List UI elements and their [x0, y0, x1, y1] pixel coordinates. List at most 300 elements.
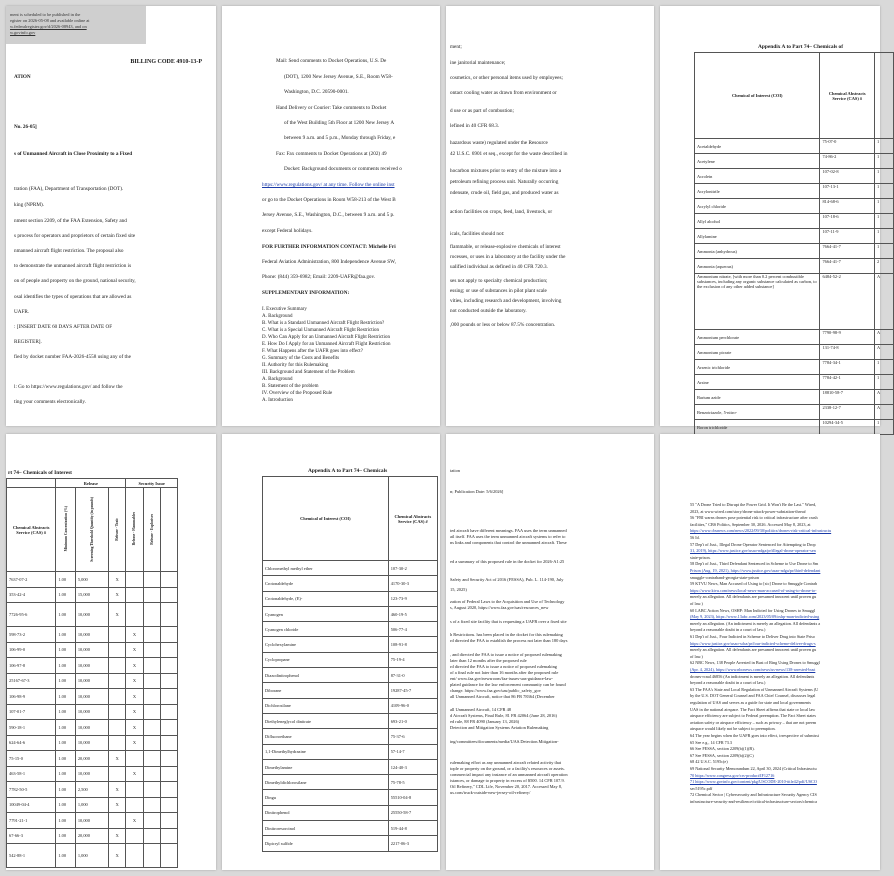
toxic-cell — [109, 642, 126, 658]
cas-number-cell: 106-99-0 — [7, 642, 56, 658]
min-concentration-cell: 1.00 — [56, 658, 76, 674]
cas-number-cell: 25167-67-3 — [7, 673, 56, 689]
security-group-header: Security Issue — [126, 479, 178, 488]
explosive-cell — [143, 572, 160, 588]
empty-cell — [160, 587, 177, 603]
chemical-name-cell: Diazodinitrophenol — [263, 668, 389, 683]
notice-link[interactable]: w.govinfo.gov — [10, 30, 36, 35]
toc-item: G. Summary of the Costs and Benefits — [262, 356, 340, 361]
footnote-line: d Aircraft Systems, Final Rule, 81 FR 42064 (June 28, 2016) — [450, 713, 557, 718]
column-header: Screening Threshold Quantity (in pounds) — [89, 496, 94, 562]
explosive-cell — [143, 751, 160, 767]
flammable-cell: X — [126, 658, 143, 674]
cas-number-cell: 67-66-3 — [7, 828, 56, 844]
value-cell: A — [874, 390, 893, 405]
threshold-cell: 10,000 — [75, 720, 108, 736]
min-concentration-cell: 1.00 — [56, 704, 76, 720]
body-line: or go to the Docket Operations in Room W58-213 of the West B — [262, 197, 396, 203]
value-cell: 1 — [874, 229, 893, 244]
body-line: osal identifies the types of operations that are allowed as — [14, 294, 132, 300]
body-line: Phone: (844) 359-6982; Email: 2209-UAFR@faa.gov. — [262, 274, 376, 280]
table-row — [7, 766, 178, 782]
cas-number-cell: 7726-95-6 — [7, 603, 56, 627]
toc-item: A. Background — [262, 377, 293, 382]
table-row — [695, 259, 894, 274]
body-line: ine janitorial maintenance; — [450, 60, 506, 66]
appendix-title: Appendix A to Part 74– Chemicals of — [758, 44, 844, 50]
body-line: icals, facilities should not: — [450, 231, 505, 237]
appendix-title: Appendix A to Part 74– Chemicals — [308, 468, 388, 474]
column-header — [7, 479, 56, 488]
footnote-line: 56 Id. — [690, 535, 700, 540]
cas-number-cell: 74-86-2 — [820, 154, 875, 169]
empty-cell — [160, 572, 177, 588]
footnote-line: 64 The year begins when the UAFR goes into effect, irrespective of submissi — [690, 733, 820, 738]
table-row — [695, 229, 894, 244]
footnote-line: by the U.S. DOT General Counsel and FAA Chief Counsel, discusses legal — [690, 693, 816, 699]
chemical-name-cell: Difluoroethane — [263, 729, 389, 744]
toxic-cell: X — [109, 587, 126, 603]
table-row — [695, 330, 894, 345]
cas-number-cell: 7784-34-1 — [820, 360, 875, 375]
value-cell: 1 — [874, 420, 893, 435]
contact-heading: FOR FURTHER INFORMATION CONTACT: Michelle Fri — [262, 244, 396, 250]
table-row — [263, 622, 438, 637]
supplementary-heading: SUPPLEMENTARY INFORMATION: — [262, 290, 350, 296]
table-row — [695, 405, 894, 420]
cas-number-cell: 7664-41-7 — [820, 244, 875, 259]
threshold-cell: 15,000 — [75, 587, 108, 603]
table-row — [263, 668, 438, 683]
footnote-line: merely an allegation. (An indictment is merely an allegation. All defendants a — [690, 620, 821, 626]
footnote-line: merely an allegation. All defendants are presumed innocent until proven gu — [690, 647, 817, 653]
footnote-line: s of a fixed site facility that is requesting a UAFR over a fixed site — [450, 619, 567, 624]
threshold-cell: 10,000 — [75, 735, 108, 751]
footnote-line: Prison (Aug. 19, 2021), https://www.justice.gov/usao-ndga/pr/third-defendant — [690, 568, 821, 573]
toxic-cell: X — [109, 782, 126, 798]
chemical-name-cell: Crotonaldehyde, (E)- — [263, 591, 389, 606]
toc-item: IV. Overview of the Proposed Rule — [262, 391, 333, 396]
footnote-line: ing/committees/documents/media/UAS.Detection.Mitigation- — [450, 739, 559, 744]
table-row — [263, 683, 438, 698]
footnote-line: state-prison. — [690, 554, 711, 560]
footnote-line: ed a summary of this proposed rule in the docket for 2026-A1:25 — [450, 559, 565, 564]
footnote-line: all Unmanned Aircraft, notice that 86 FR 78364 (December — [450, 694, 555, 699]
toxic-cell: X — [109, 844, 126, 868]
explosive-cell — [143, 658, 160, 674]
min-concentration-cell: 1.00 — [56, 844, 76, 868]
table-row — [7, 828, 178, 844]
toc-item: B. What is a Standard Unmanned Aircraft Flight Restriction? — [262, 321, 385, 326]
value-cell: 1 — [874, 169, 893, 184]
column-header: Chemical of Interest (COI) — [263, 477, 389, 561]
toc-item: III. Background and Statement of the Problem — [262, 370, 355, 375]
footnote-line: ed rule, 88 FR 4090 (January 13, 2026) — [450, 719, 520, 724]
footnote-line: ns links and components that control the unmanned aircraft. These — [450, 540, 567, 545]
cas-number-cell: 598-73-2 — [7, 627, 56, 643]
footnote-line: 56 "FBI warns drones pose potential risk to critical infrastructure after crash — [690, 515, 818, 521]
body-line: except Federal holidays. — [262, 228, 313, 234]
table-row — [263, 805, 438, 820]
toxic-cell — [109, 720, 126, 736]
footnote-line: infrastructure-security-and-resilience/critical-infrastructure-sectors/chemica — [690, 799, 817, 804]
footnote-line: change. https://www.faa.gov/uas/public_safety_gov — [450, 688, 541, 693]
footnote-line: beyond a reasonable doubt in a court of law.) — [690, 627, 766, 633]
chemical-name-cell: Dipicryl sulfide — [263, 836, 389, 851]
column-header: Minimum Concentration (%) — [63, 506, 68, 552]
table-row — [7, 572, 178, 588]
body-line: tration (FAA), Department of Transportation (DOT). — [14, 186, 124, 192]
chemical-name-cell: Dingu — [263, 790, 389, 805]
notice-line: egister on 2026-05-08 and available online at — [10, 18, 90, 23]
value-cell: 1 — [874, 154, 893, 169]
body-line: lefined in 40 CFR 68.3. — [450, 123, 499, 129]
notice-link[interactable]: w.federalregister.gov/d/2026-08943, and on — [10, 24, 87, 29]
cas-number-cell: 106-97-8 — [7, 658, 56, 674]
body-line: essing; or use of substances in pilot plant scale — [450, 288, 547, 294]
threshold-cell: 10,000 — [75, 673, 108, 689]
flammable-cell — [126, 572, 143, 588]
table-row — [7, 782, 178, 798]
footnote-line: tople or property on the ground, or a facility's resources or assets. — [450, 766, 565, 771]
explosive-cell — [143, 689, 160, 705]
cas-number-cell: 7637-07-2 — [7, 572, 56, 588]
column-header: Chemical of Interest (COI) — [695, 53, 820, 139]
cas-number-cell: 10294-34-5 — [820, 420, 875, 435]
table-row — [263, 637, 438, 652]
chemicals-table — [262, 476, 438, 852]
table-row — [263, 713, 438, 728]
table-row — [7, 603, 178, 627]
toc-item: A. Background — [262, 314, 293, 319]
table-row — [263, 576, 438, 591]
footnote-line: 2023, at www.wired.com/story/drone-attack-power-substation-threat/ — [690, 508, 807, 514]
empty-cell — [160, 797, 177, 813]
min-concentration-cell: 1.00 — [56, 751, 76, 767]
threshold-cell: 10,000 — [75, 603, 108, 627]
cas-number-cell: 7790-98-9 — [820, 330, 875, 345]
table-row — [695, 199, 894, 214]
toxic-cell — [109, 689, 126, 705]
body-line: ment; — [450, 44, 462, 50]
docket-number: No. 26-05] — [14, 124, 37, 130]
footnote-line: merely an allegation. All defendants are presumed innocent until proven gu — [690, 594, 817, 600]
footnote-line: n; Publication Date: 5/6/2026] — [450, 489, 504, 494]
body-line: 42 U.S.C. 6901 et seq., except for the waste described in — [450, 151, 568, 157]
body-line: of the West Building 5th Floor at 1200 New Jersey A — [284, 120, 395, 126]
flammable-cell — [126, 828, 143, 844]
value-cell: 1 — [874, 244, 893, 259]
toxic-cell — [109, 704, 126, 720]
footnote-line: 58 Dep't of Just., Third Defendant Sentenced in Scheme to Use Drone to Sm — [690, 561, 819, 567]
value-cell: 1 — [874, 375, 893, 390]
footnote-line: rd directed the FAA to establish the process not later than 180 days — [450, 638, 568, 643]
body-line: king (NPRM). — [14, 202, 44, 208]
table-row — [695, 214, 894, 229]
footnote-line: commercial impact any instance of an unmanned aircraft operation — [450, 772, 568, 777]
footnote-line: 15, 2025) — [450, 587, 467, 592]
chemical-name-cell: Ammonium nitrate, [with more than 0.2 percent combustible substances, including any organic substance calculated as carbon, to the exclusion of any other added substance] — [695, 274, 820, 330]
chemical-name-cell: Benzotriazole, 5-nitro- — [695, 405, 820, 420]
min-concentration-cell: 1.00 — [56, 587, 76, 603]
cas-number-cell: 107-11-9 — [820, 229, 875, 244]
footnote-line: ail itself. FAA uses the term unmanned aircraft systems to refer to — [450, 534, 566, 539]
chemical-name-cell: Barium azide — [695, 390, 820, 405]
footnote-line: all Unmanned Aircraft, 14 CFR 48 — [450, 707, 511, 712]
table-row — [7, 587, 178, 603]
footnote-line: airspace efficiency are subject to Federal preemption. The Fact Sheet states — [690, 713, 817, 719]
body-line: not conducted outside the laboratory. — [450, 308, 527, 314]
footnote-line: 70 https://www.congress.gov/crs-product/IF12716 — [690, 772, 775, 778]
footnote-line: UAS in the national airspace. The Fact Sheet affirms that state or local law — [690, 706, 816, 712]
footnote-line: drones-rcna146856 (An indictment is merely an allegation. All defendants — [690, 673, 815, 679]
column-header: Release - Explosives — [149, 513, 154, 545]
release-group-header: Release — [56, 479, 126, 488]
body-line: ,000 pounds or less or below 87.5% concentration. — [450, 322, 556, 328]
cas-number-cell: 75-19-4 — [388, 652, 437, 667]
cas-number-cell: 2217-06-3 — [388, 836, 437, 851]
flammable-cell: X — [126, 813, 143, 829]
cas-number-cell: 590-18-1 — [7, 720, 56, 736]
min-concentration-cell: 1.00 — [56, 603, 76, 627]
body-line: rocesses, or uses in a laboratory at the facility under the — [450, 254, 566, 260]
table-row — [263, 775, 438, 790]
cas-number-cell: 814-68-6 — [820, 199, 875, 214]
cas-number-cell: 107-01-7 — [7, 704, 56, 720]
table-row — [263, 744, 438, 759]
footnote-line: airspace would likely not be subject to preemption. — [690, 726, 776, 732]
chemical-name-cell: Allylamine — [695, 229, 820, 244]
footnote-line: 67 See FESSA, section 2209(b)(2)(C) — [690, 752, 754, 758]
footnote-line: 72 Chemical Sector | Cybersecurity and Infrastructure Security Agency CIS — [690, 792, 817, 798]
cas-number-cell: 107-18-6 — [820, 214, 875, 229]
footnote-line: ted aircraft have different meanings. FAA uses the term unmanned — [450, 528, 567, 533]
min-concentration-cell: 1.00 — [56, 642, 76, 658]
table-row — [695, 274, 894, 330]
body-line: ualified individual as defined in 40 CFR 720.3. — [450, 264, 548, 270]
footnote-line: 55 "A Drone Tried to Disrupt the Power Grid. It Won't Be the Last." Wired, — [690, 502, 817, 507]
table-row — [263, 698, 438, 713]
table-row — [7, 689, 178, 705]
cas-number-cell: 55510-04-8 — [388, 790, 437, 805]
table-row — [263, 836, 438, 851]
footnote-line: tation — [450, 468, 460, 473]
explosive-cell — [143, 797, 160, 813]
footnote-line: plated guidance for the law enforcement community can be found — [450, 682, 566, 687]
value-cell: 1 — [874, 199, 893, 214]
toc-item: D. Who Can Apply for an Unmanned Aircraft Flight Restriction — [262, 335, 390, 340]
explosive-cell — [143, 627, 160, 643]
empty-cell — [160, 673, 177, 689]
footnote-line: 68 42 U.S.C. 5195c(e) — [690, 759, 728, 765]
body-line: ontact cooling water as drawn from environment or — [450, 90, 557, 96]
footnote-line: , and directed the FAA to issue a notice of proposed rulemaking — [450, 652, 562, 657]
explosive-cell — [143, 673, 160, 689]
table-row — [695, 420, 894, 435]
footnote-line: 66 See FESSA, section 2209(b)(1)(B). — [690, 746, 755, 752]
empty-cell — [160, 735, 177, 751]
min-concentration-cell: 1.00 — [56, 673, 76, 689]
threshold-cell: 10,000 — [75, 766, 108, 782]
regulations-link[interactable]: https://www.regulations.gov/ at any time. Follow the online inst — [262, 182, 395, 188]
body-line: fied by docket number FAA-2026-4558 using any of the — [14, 354, 131, 360]
footnote-line: beyond a reasonable doubt in a court of law.) — [690, 680, 766, 686]
footnote-line: later than 12 months after the proposed rule — [450, 658, 527, 663]
chemical-name-cell: Acetaldehyde — [695, 139, 820, 154]
cas-number-cell: 107-02-8 — [820, 169, 875, 184]
threshold-cell: 10,000 — [75, 813, 108, 829]
toc-item: II. Authority for this Rulemaking — [262, 363, 329, 368]
cas-number-cell: 693-21-0 — [388, 713, 437, 728]
footnote-line: aviation safety or airspace efficiency – such as privacy – that are not preem — [690, 719, 817, 725]
table-row — [263, 591, 438, 606]
empty-cell — [160, 813, 177, 829]
toxic-cell: X — [109, 572, 126, 588]
column-header — [874, 53, 893, 139]
chemical-name-cell: Chloromethyl methyl ether — [263, 561, 389, 576]
cas-number-cell: 18810-58-7 — [820, 390, 875, 405]
explosive-cell — [143, 766, 160, 782]
column-header: Release - Toxic — [115, 517, 120, 541]
explosive-cell — [143, 704, 160, 720]
chemical-name-cell: Ammonia (aqueous) — [695, 259, 820, 274]
body-line: Washington, D.C. 20590-0001. — [284, 89, 349, 95]
table-row — [7, 735, 178, 751]
explosive-cell — [143, 587, 160, 603]
flammable-cell: X — [126, 642, 143, 658]
cas-number-cell: 10049-04-4 — [7, 797, 56, 813]
min-concentration-cell: 1.00 — [56, 797, 76, 813]
value-cell: A — [874, 330, 893, 345]
min-concentration-cell: 1.00 — [56, 766, 76, 782]
document-page-1 — [6, 6, 216, 426]
table-row — [7, 658, 178, 674]
flammable-cell: X — [126, 627, 143, 643]
cas-number-cell: 106-98-9 — [7, 689, 56, 705]
footnote-line: of a final rule not later than 16 months after the proposed rule — [450, 670, 559, 675]
footnote-line: 57 Dep't of Just., Illegal Drone Operator Sentenced for Attempting to Drop — [690, 541, 816, 547]
footnote-line: 63 The FAA's State and Local Regulation of Unmanned Aircraft Systems (U — [690, 686, 819, 692]
table-row — [263, 821, 438, 836]
flammable-cell — [126, 782, 143, 798]
column-header: Release - Flammables — [132, 512, 137, 546]
empty-cell — [160, 828, 177, 844]
table-row — [695, 184, 894, 199]
chemical-name-cell: Diethyleneglycol dinitrate — [263, 713, 389, 728]
chemical-name-cell: Arsine — [695, 375, 820, 390]
empty-cell — [160, 720, 177, 736]
document-page-4 — [660, 6, 881, 430]
table-row — [263, 652, 438, 667]
empty-cell — [160, 642, 177, 658]
cas-number-cell: 624-64-6 — [7, 735, 56, 751]
bullet-line: Fax: Fax comments to Docket Operations at (202) 49 — [276, 151, 387, 157]
toxic-cell: X — [109, 603, 126, 627]
explosive-cell — [143, 735, 160, 751]
body-line: hocarbon mixtures prior to entry of the mixture into a — [450, 168, 562, 174]
footnote-line: 59 KTVU News, Man Accused of Using to [sic] Drone to Smuggle Contrab — [690, 581, 818, 587]
toc-item: E. How Do I Apply for an Unmanned Aircraft Flight Restriction — [262, 342, 391, 347]
chemical-name-cell: Cyanogen — [263, 606, 389, 621]
footnote-line: Detection and Mitigation Systems Aviation Rulemaking — [450, 725, 549, 730]
table-group-header-row — [7, 479, 178, 488]
table-row — [7, 720, 178, 736]
footnote-line: Oil Refinery," CDL Life, November 20, 2017. Accessed May 8, — [450, 784, 563, 789]
empty-cell — [160, 627, 177, 643]
chemical-name-cell: Cyclohexylamine — [263, 637, 389, 652]
flammable-cell — [126, 751, 143, 767]
body-line: action facilities on crops, feed, land, livestock, or — [450, 209, 553, 215]
explosive-cell — [143, 828, 160, 844]
cas-number-cell: 108-91-8 — [388, 637, 437, 652]
value-cell: A — [874, 274, 893, 330]
chemical-name-cell: Boron trichloride — [695, 420, 820, 435]
body-line: UAFR. — [14, 309, 30, 315]
cas-number-cell: 2338-12-7 — [820, 405, 875, 420]
chemical-name-cell: Dimethylamine — [263, 759, 389, 774]
table-row — [695, 390, 894, 405]
footnote-line: Safety and Security Act of 2016 (FESSA), Pub. L. 114-190, July — [450, 577, 564, 582]
flammable-cell — [126, 844, 143, 868]
footnote-line: us.com/truck-outside-new-jersey-oil-refinery/ — [450, 790, 531, 795]
footnote-line: h Restrictions. has been placed in the docket for this rulemaking — [450, 632, 563, 637]
document-page-8 — [660, 434, 880, 870]
toc-item: C. What is a Special Unmanned Aircraft Flight Restriction — [262, 328, 379, 333]
empty-cell — [160, 689, 177, 705]
toxic-cell: X — [109, 828, 126, 844]
column-header: Chemical Abstracts Service (CAS) # — [388, 477, 437, 561]
body-line: Jersey Avenue, S.E., Washington, D.C., between 9 a.m. and 5 p. — [262, 212, 395, 218]
threshold-cell: 1,000 — [75, 797, 108, 813]
empty-cell — [160, 751, 177, 767]
body-line: petroleum refining process unit. Naturally occurring — [450, 179, 559, 185]
table-row — [7, 642, 178, 658]
table-row — [7, 704, 178, 720]
footnote-line: facilities," CBS Politics, September 30, 2026. Accessed May 8, 2023, at — [690, 521, 811, 527]
body-line: ndensate, crude oil, field gas, and produced water as — [450, 190, 559, 196]
chemical-name-cell: Dinitrophenol — [263, 805, 389, 820]
toxic-cell: X — [109, 797, 126, 813]
flammable-cell: X — [126, 735, 143, 751]
chemical-name-cell: Acetylene — [695, 154, 820, 169]
flammable-cell: X — [126, 720, 143, 736]
footnote-line: 61 Dep't of Just., Four Indicted in Scheme to Deliver Drug into State Priso — [690, 634, 815, 639]
value-cell: 2 — [874, 259, 893, 274]
chemical-name-cell: Cyanogen chloride — [263, 622, 389, 637]
column-header — [160, 488, 177, 572]
cas-number-cell: 7784-42-1 — [820, 375, 875, 390]
body-line: nment section 2209, of the FAA Extension, Safety and — [14, 218, 127, 224]
footnote-line: (May 9, 2023), https://www.13abc.com/2023/05/09/oshp-man-indicted-using — [690, 614, 820, 620]
document-page-6 — [222, 434, 440, 870]
screening-thresholds-table — [6, 478, 178, 868]
chemical-name-cell: Dinitroresorcinol — [263, 821, 389, 836]
cas-number-cell: 131-74-8 — [820, 345, 875, 360]
footnote-line: of law.) — [690, 601, 703, 606]
explosive-cell — [143, 813, 160, 829]
body-line: on of people and property on the ground, national security, — [14, 278, 136, 284]
appendix-title: rt 74– Chemicals of Interest — [8, 470, 72, 476]
empty-cell — [160, 844, 177, 868]
footnote-line: 69 National Security Memorandum 22, April 30, 2024 (Critical Infrastructu — [690, 766, 817, 771]
table-row — [7, 797, 178, 813]
cas-number-cell: 460-19-5 — [388, 606, 437, 621]
explosive-cell — [143, 603, 160, 627]
footnote-line: 71 https://www.govinfo.gov/content/pkg/USCODE-2010-title42/pdf/USCO — [690, 779, 817, 785]
cas-number-cell: 25550-58-7 — [388, 805, 437, 820]
toxic-cell — [109, 658, 126, 674]
body-line: d use or as part of combustion; — [450, 108, 514, 114]
